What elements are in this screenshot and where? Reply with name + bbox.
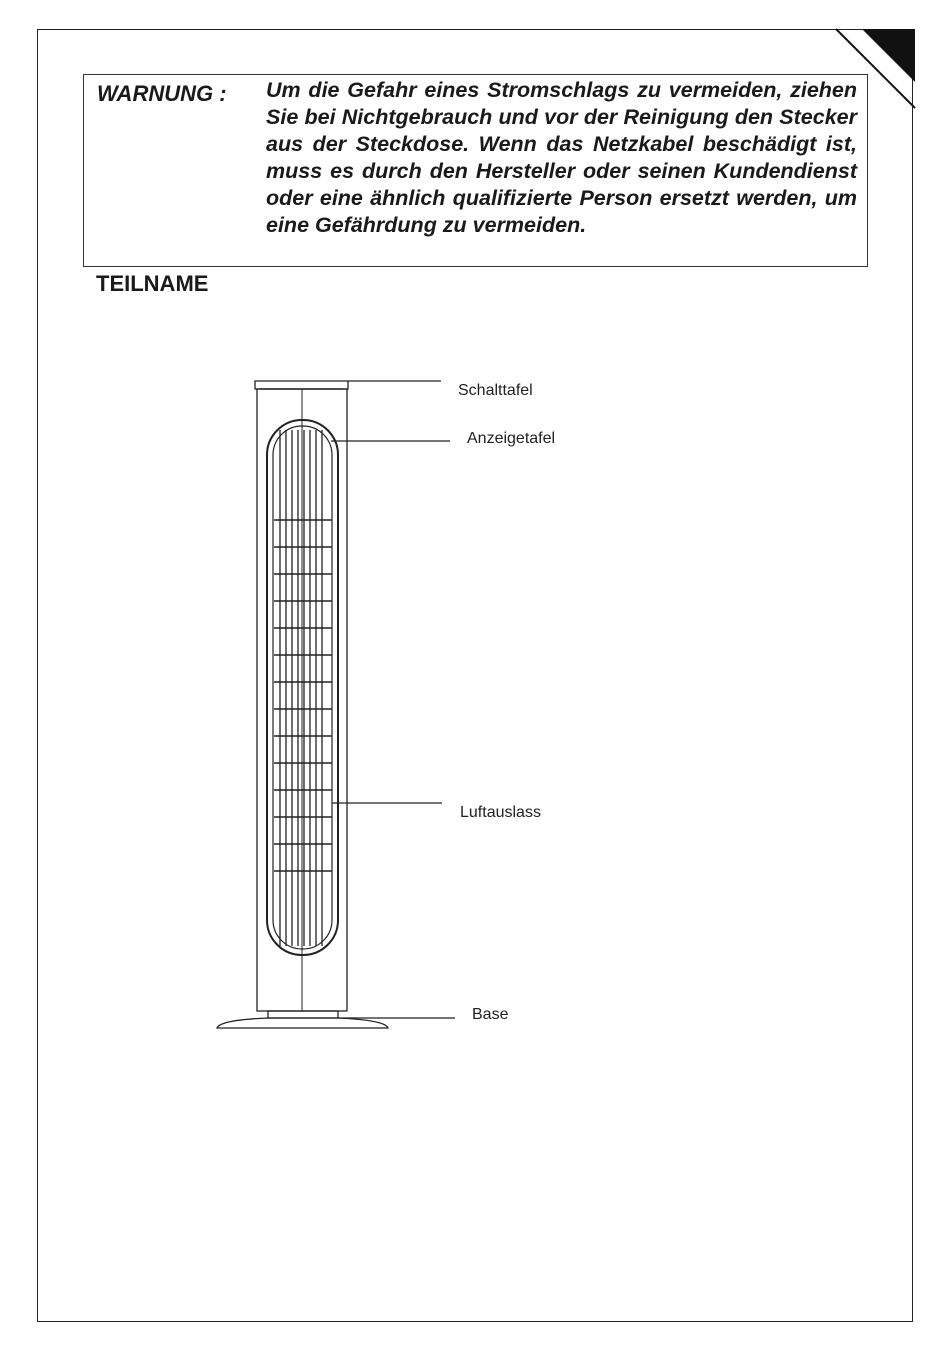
control-cap-outline	[255, 381, 348, 389]
grille-horizontal-bars	[274, 520, 332, 871]
label-display-panel: Anzeigetafel	[467, 430, 556, 447]
section-title: TEILNAME	[96, 271, 209, 296]
grille-vertical-bars	[280, 430, 322, 946]
label-base: Base	[472, 1006, 509, 1023]
warning-text: Um die Gefahr eines Stromschlags zu vermeiden, ziehen Sie bei Nichtgebrauch und vor der Reinigung den Stecker aus der Steckdose. Wenn das Netzkabel beschädigt ist, muss es durch den Hersteller oder seinen Kundendienst oder eine ähnlich qualifizierte Person ersetzt werden, um eine Gefährdung zu vermeiden.	[266, 78, 857, 237]
base-neck	[268, 1011, 338, 1018]
label-air-outlet: Luftauslass	[460, 804, 541, 821]
warning-label: WARNUNG :	[97, 81, 227, 106]
base-outline	[217, 1018, 388, 1028]
label-control-panel: Schalttafel	[458, 382, 533, 399]
